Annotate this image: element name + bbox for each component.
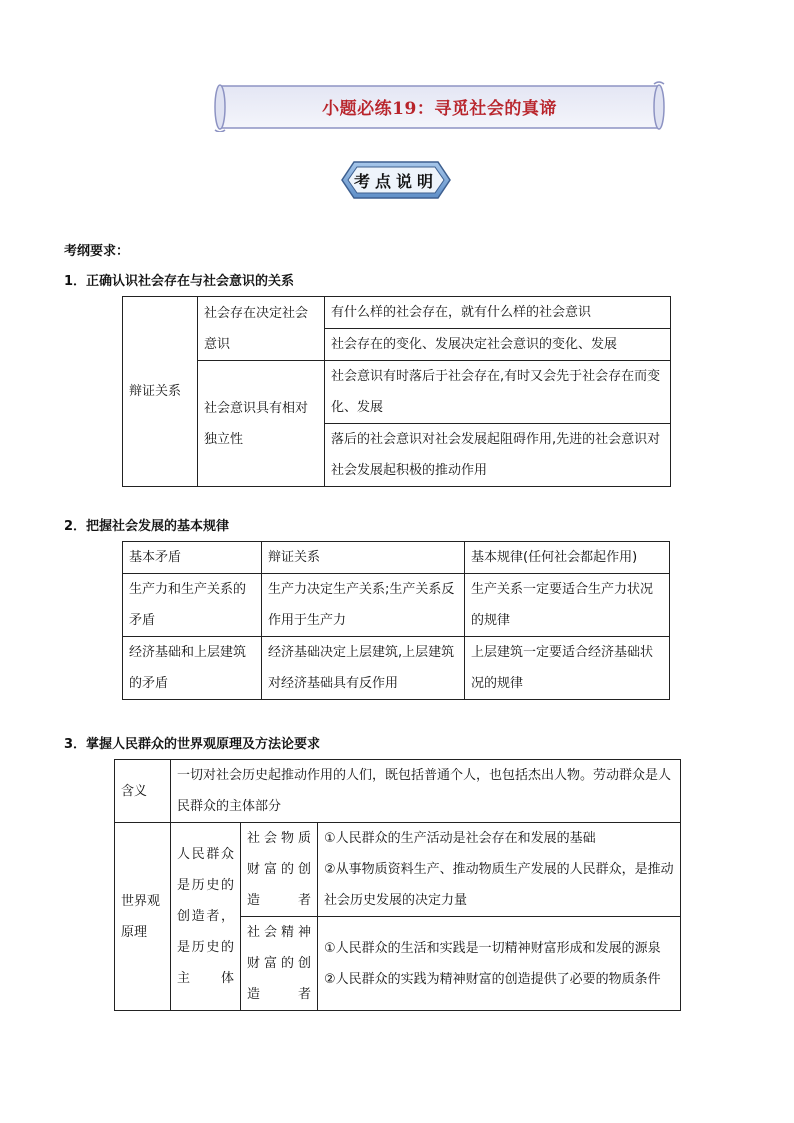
requirements-label: 考纲要求：	[64, 244, 130, 259]
table-cell: 生产关系一定要适合生产力状况的规律	[465, 574, 670, 637]
table-cell: 上层建筑一定要适合经济基础状况的规律	[465, 637, 670, 700]
section3-table	[114, 759, 681, 1011]
table-cell: 经济基础和上层建筑的矛盾	[123, 637, 262, 700]
item-cell: 落后的社会意识对社会发展起阻碍作用,先进的社会意识对社会发展起积极的推动作用	[325, 424, 671, 487]
material-point: ①人民群众的生产活动是社会存在和发展的基础	[324, 831, 596, 846]
material-point: ②从事物质资料生产、推动物质生产发展的人民群众，是推动社会历史发展的决定力量	[324, 862, 674, 908]
principle-label-cell: 世界观原理	[115, 823, 171, 1011]
row-label-cell: 社会意识具有相对独立性	[198, 361, 325, 487]
spiritual-point: ②人民群众的实践为精神财富的创造提供了必要的物质条件	[324, 971, 661, 987]
table-cell: 经济基础决定上层建筑,上层建筑对经济基础具有反作用	[262, 637, 465, 700]
badge-label: 考点说明	[353, 171, 438, 191]
item-cell: 社会存在的变化、发展决定社会意识的变化、发展	[325, 329, 671, 361]
category-cell: 辩证关系	[123, 297, 198, 487]
table-cell: 生产力决定生产关系;生产关系反作用于生产力	[262, 574, 465, 637]
section1-heading: 1．正确认识社会存在与社会意识的关系	[64, 274, 295, 289]
section1-table	[122, 296, 671, 487]
meaning-label-cell: 含义	[115, 760, 171, 823]
document-title: 小题必练19：寻觅社会的真谛	[322, 98, 557, 119]
material-points-cell	[318, 823, 681, 917]
spiritual-label-cell: 社会精神财富的创造者	[241, 917, 318, 1011]
spiritual-points-cell	[318, 917, 681, 1011]
item-cell: 有什么样的社会存在，就有什么样的社会意识	[325, 297, 671, 329]
section2-heading: 2．把握社会发展的基本规律	[64, 519, 230, 534]
spiritual-point: ①人民群众的生活和实践是一切精神财富形成和发展的源泉	[324, 940, 661, 956]
row-label-cell: 社会存在决定社会意识	[198, 297, 325, 361]
subject-cell: 人民群众是历史的创造者，是历史的主体	[171, 823, 241, 1011]
table-cell: 生产力和生产关系的矛盾	[123, 574, 262, 637]
section2-table	[122, 541, 670, 700]
key-points-badge	[340, 160, 452, 200]
material-label-cell: 社会物质财富的创造者	[241, 823, 318, 917]
title-banner	[213, 80, 666, 132]
header-cell: 基本规律(任何社会都起作用)	[465, 542, 670, 574]
meaning-text-cell: 一切对社会历史起推动作用的人们，既包括普通个人，也包括杰出人物。劳动群众是人民群众的主体部分	[171, 760, 681, 823]
section3-heading: 3．掌握人民群众的世界观原理及方法论要求	[64, 737, 321, 752]
header-cell: 辩证关系	[262, 542, 465, 574]
header-cell: 基本矛盾	[123, 542, 262, 574]
item-cell: 社会意识有时落后于社会存在,有时又会先于社会存在而变化、发展	[325, 361, 671, 424]
